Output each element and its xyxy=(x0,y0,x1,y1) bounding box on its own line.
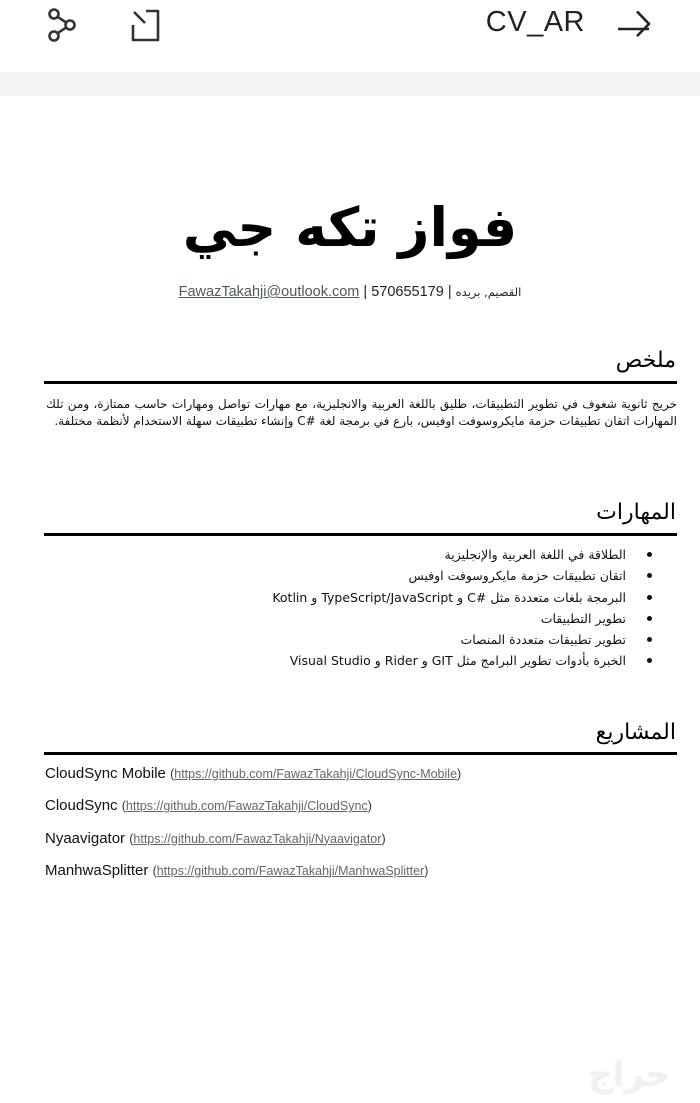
open-external-icon xyxy=(127,6,163,42)
skill-text: تطوير التطبيقات xyxy=(540,610,626,626)
email-link[interactable]: FawazTakahji@outlook.com xyxy=(178,284,360,300)
arrow-right-icon xyxy=(615,6,653,42)
skill-item xyxy=(232,629,652,650)
project-name: Nyaavigator xyxy=(45,829,126,847)
project-link[interactable]: https://github.com/FawazTakahji/CloudSync xyxy=(125,799,368,814)
summary-text: خريج ثانوية شغوف في تطوير التطبيقات، طليق باللغة العربية والانجليزية، مع مهارات تواصل ومهارات حاسب ممتازة، ومن تلك المهارات اتقان تطبيقات حزمة مايكروسوفت اوفيس، بارع في برمجة لغة #C وإنشاء تطبيقات سهلة الاستخدام لأنظمة مختلفة. xyxy=(46,397,677,428)
skill-text: البرمجة بلغات متعددة مثل #C و TypeScript/JavaScript و Kotlin xyxy=(272,589,626,605)
skills-list xyxy=(232,544,652,672)
document-page xyxy=(0,96,700,1103)
forward-button[interactable] xyxy=(614,4,654,44)
bullet-icon xyxy=(647,552,652,557)
skill-text: الطلاقة في اللغة العربية والإنجليزية xyxy=(444,547,626,562)
share-button[interactable] xyxy=(42,4,82,44)
top-app-bar xyxy=(0,0,700,72)
skill-item xyxy=(232,565,652,586)
section-divider xyxy=(44,381,677,384)
separator: | xyxy=(447,284,452,300)
watermark-logo: حراج xyxy=(588,1055,670,1095)
bullet-icon xyxy=(647,637,652,642)
section-divider xyxy=(44,752,677,755)
project-link[interactable]: https://github.com/FawazTakahji/ManhwaSplitter xyxy=(156,863,425,878)
projects-heading: المشاريع xyxy=(595,720,676,745)
summary-heading: ملخص xyxy=(615,348,676,373)
project-item: CloudSync Mobile (https://github.com/FawazTakahji/CloudSync-Mobile) xyxy=(45,765,462,782)
skill-text: اتقان تطبيقات حزمة مايكروسوفت اوفيس xyxy=(408,568,626,584)
bullet-icon xyxy=(647,658,652,663)
bullet-icon xyxy=(647,616,652,621)
project-link[interactable]: https://github.com/FawazTakahji/CloudSync-Mobile xyxy=(174,767,458,781)
projects-list xyxy=(45,765,685,894)
project-item: ManhwaSplitter (https://github.com/FawazTakahji/ManhwaSplitter) xyxy=(45,861,429,879)
document-title: CV_AR xyxy=(485,6,585,38)
open-in-app-button[interactable] xyxy=(125,4,165,44)
project-name: CloudSync xyxy=(45,797,118,815)
skill-item xyxy=(232,544,652,565)
skill-item xyxy=(232,608,652,629)
skill-item xyxy=(232,587,652,608)
project-name: ManhwaSplitter xyxy=(45,861,149,879)
skills-heading: المهارات xyxy=(596,500,676,525)
toolbar-divider xyxy=(0,72,700,96)
project-item: Nyaavigator (https://github.com/FawazTakahji/Nyaavigator) xyxy=(45,829,386,847)
skill-item xyxy=(232,650,652,671)
share-icon xyxy=(44,6,80,42)
skill-text: الخبرة بأدوات تطوير البرامج مثل GIT و Rider و Visual Studio xyxy=(289,653,626,669)
separator: | xyxy=(363,284,368,300)
bullet-icon xyxy=(647,595,652,600)
project-item: CloudSync (https://github.com/FawazTakahji/CloudSync) xyxy=(45,797,372,815)
phone-number: 570655179 xyxy=(371,284,444,300)
skill-text: تطوير تطبيقات متعددة المنصات xyxy=(460,632,626,648)
bullet-icon xyxy=(647,573,652,578)
section-divider xyxy=(44,533,677,536)
contact-line xyxy=(0,284,700,300)
project-link[interactable]: https://github.com/FawazTakahji/Nyaavigator xyxy=(133,831,382,846)
location: القصيم, بريده xyxy=(455,285,522,299)
project-name: CloudSync Mobile xyxy=(45,765,166,782)
cv-name: فواز تكه جي xyxy=(182,196,518,259)
